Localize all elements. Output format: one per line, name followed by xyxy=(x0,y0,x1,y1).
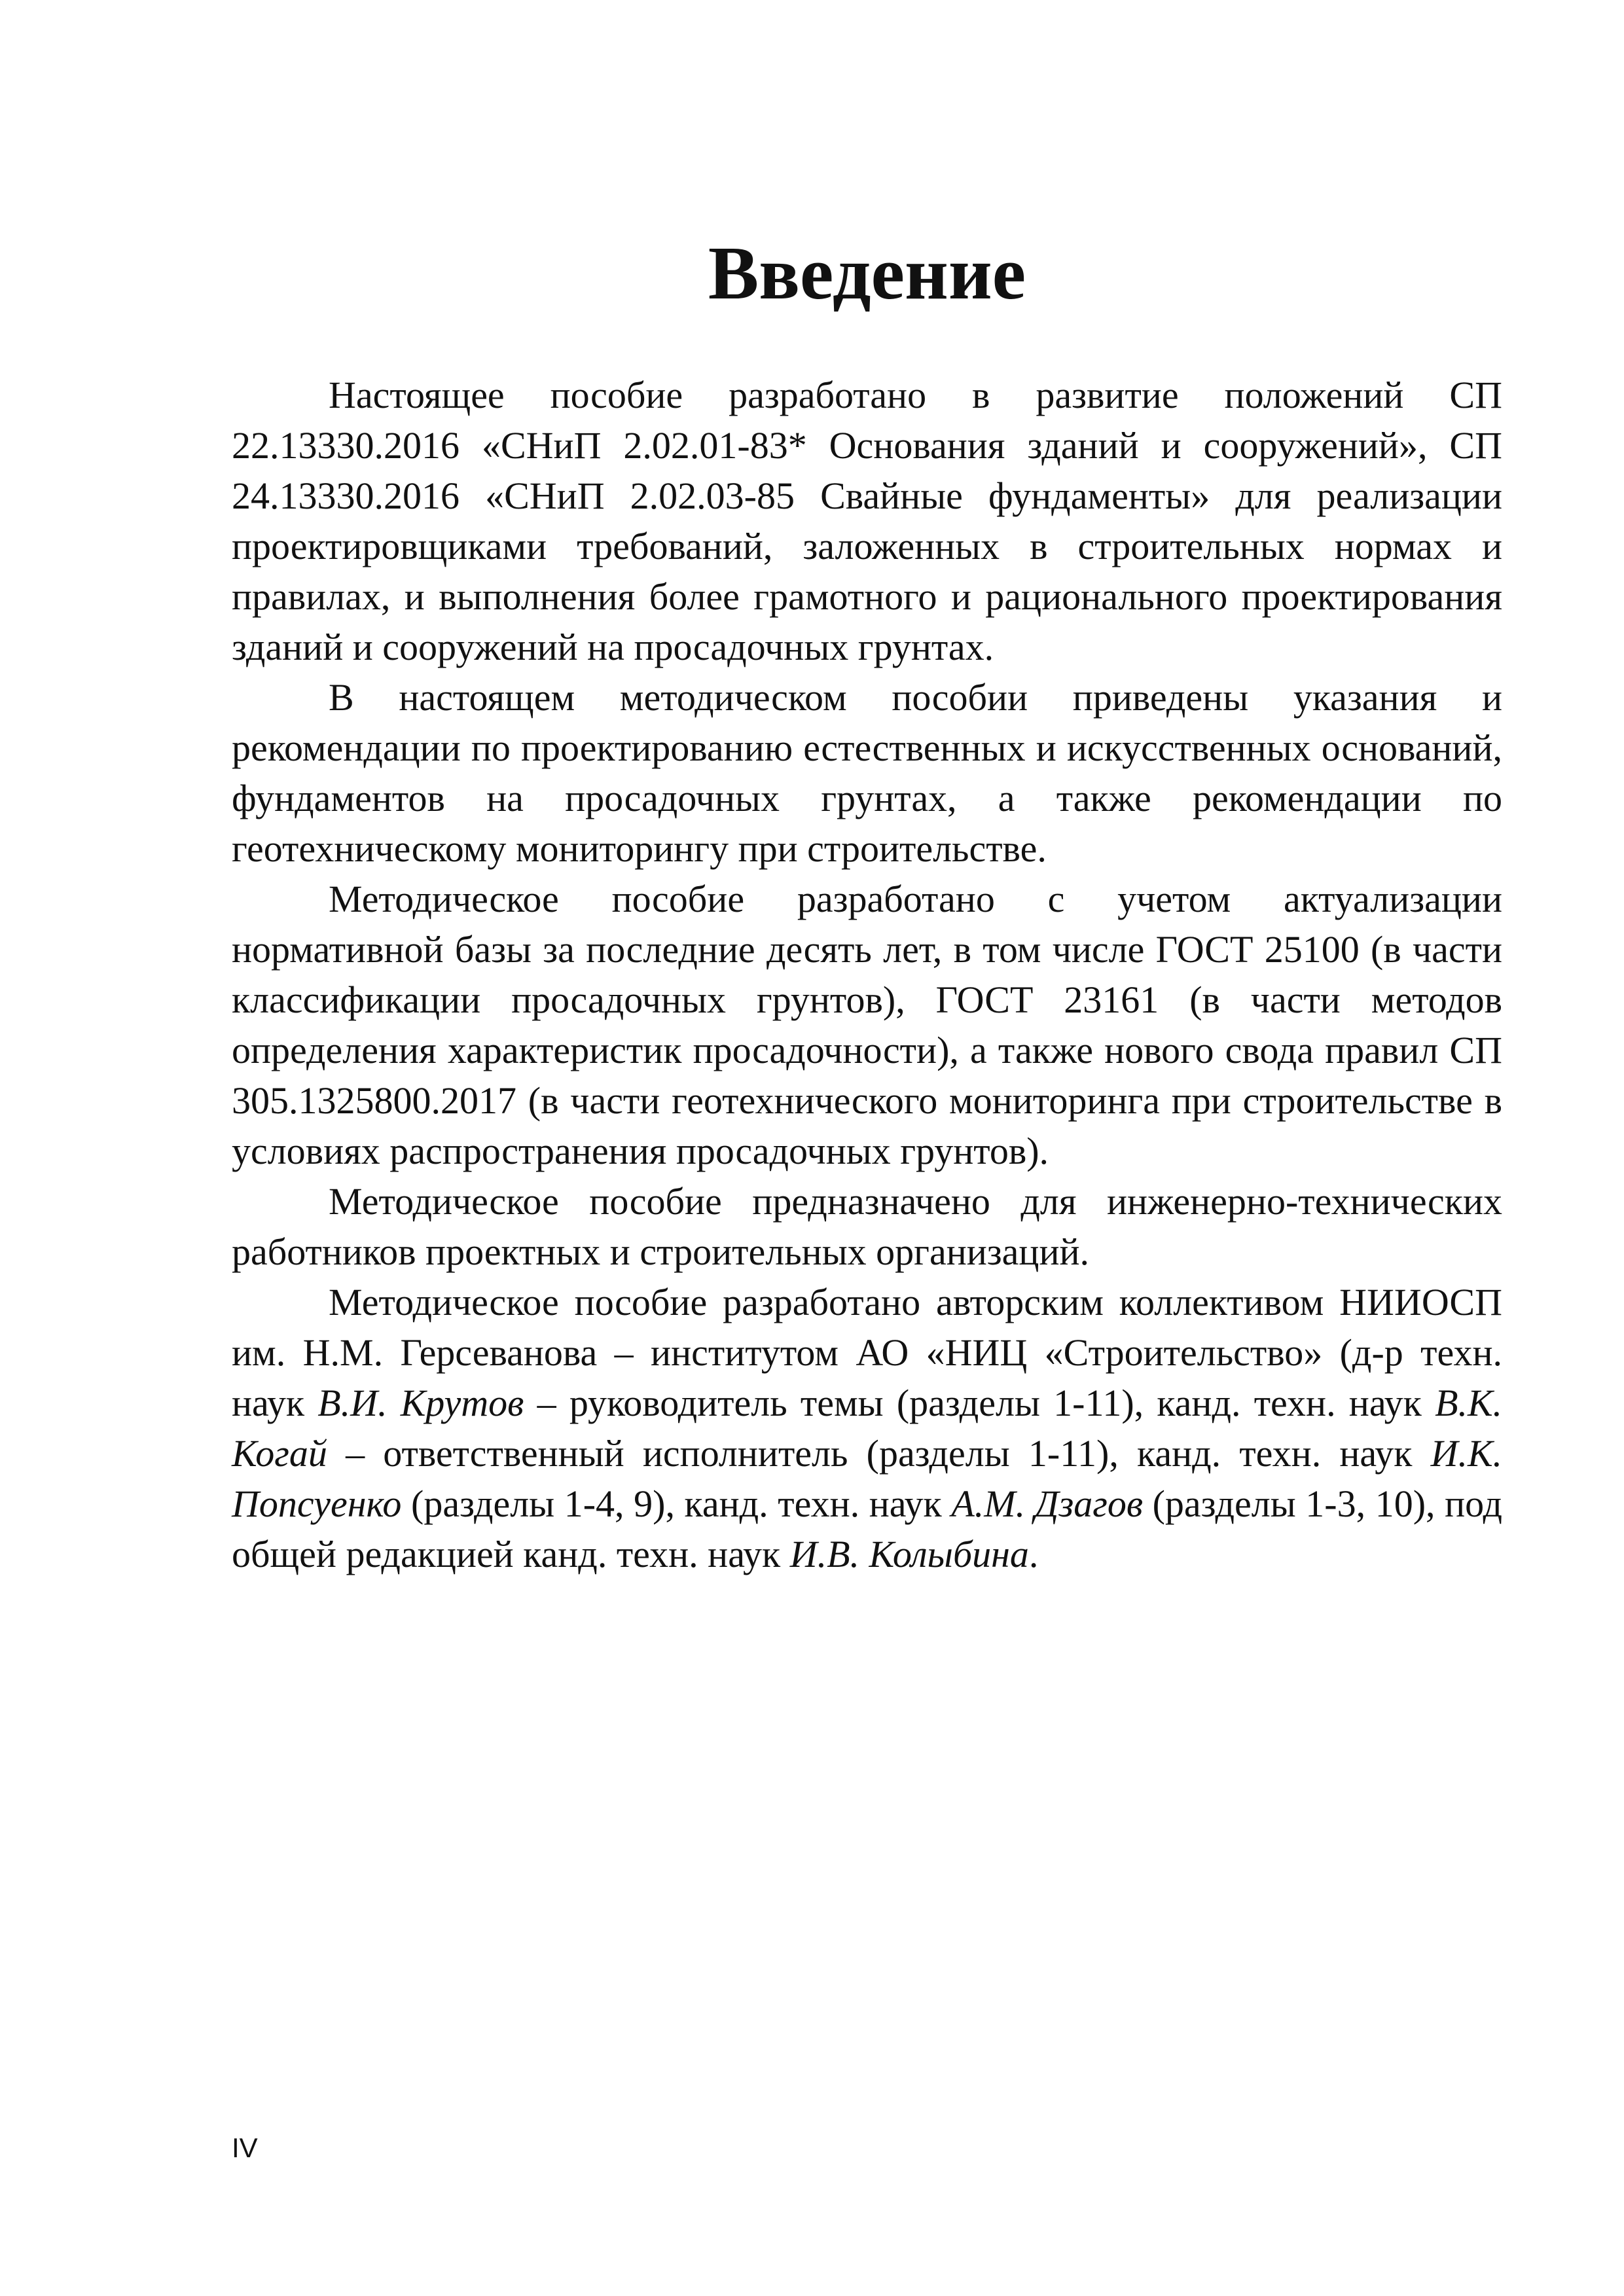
page-title: Введение xyxy=(708,232,1026,315)
paragraph-authors xyxy=(232,1277,1502,1579)
paragraph-contents: В настоящем методическом пособии приведены указания и рекомендации по проектированию естественных и искусственных оснований, фундаментов на просадочных грунтах, а также рекомендации по геотехническому мониторингу при строительстве. xyxy=(232,676,1502,870)
author-name: А.М. Дзагов xyxy=(951,1482,1144,1525)
page-content xyxy=(232,232,1503,1579)
authors-text-1: Методическое пособие разработано авторским коллективом НИИОСП им. Н.М. Герсеванова – институтом АО «НИЦ «Строительство» (д-р техн. наук xyxy=(232,1281,1502,1424)
authors-text-4: (разделы 1-4, 9), канд. техн. наук xyxy=(401,1482,952,1525)
author-name: И.К. Попсуенко xyxy=(232,1432,1502,1525)
authors-text-6: . xyxy=(1028,1533,1039,1575)
editor-name: И.В. Колыбина xyxy=(789,1533,1029,1575)
paragraph-purpose: Настоящее пособие разработано в развитие положений СП 22.13330.2016 «СНиП 2.02.01-83* Основания зданий и сооружений», СП 24.13330.2016 «СНиП 2.02.03-85 Свайные фундаменты» для реализации проектировщиками требований, заложенных в строительных нормах и правилах, и выполнения более грамотного и рационального проектирования зданий и сооружений на просадочных грунтах. xyxy=(232,374,1502,668)
authors-text-3: – ответственный исполнитель (разделы 1-11), канд. техн. наук xyxy=(327,1432,1431,1475)
page-number: IV xyxy=(232,2132,258,2163)
paragraph-audience: Методическое пособие предназначено для инженерно-технических работников проектных и строительных организаций. xyxy=(232,1180,1502,1273)
authors-text-2: – руководитель темы (разделы 1-11), канд. техн. наук xyxy=(524,1382,1435,1424)
author-name: В.И. Крутов xyxy=(317,1382,524,1424)
paragraph-normative-base: Методическое пособие разработано с учетом актуализации нормативной базы за последние десять лет, в том числе ГОСТ 25100 (в части классификации просадочных грунтов), ГОСТ 23161 (в части методов определения характеристик просадочности), а также нового свода правил СП 305.1325800.2017 (в части геотехнического мониторинга при строительстве в условиях распространения просадочных грунтов). xyxy=(232,878,1502,1172)
authors-text-5: (разделы 1-3, 10), под общей редакцией канд. техн. наук xyxy=(232,1482,1503,1575)
author-name: В.К. Когай xyxy=(232,1382,1503,1475)
